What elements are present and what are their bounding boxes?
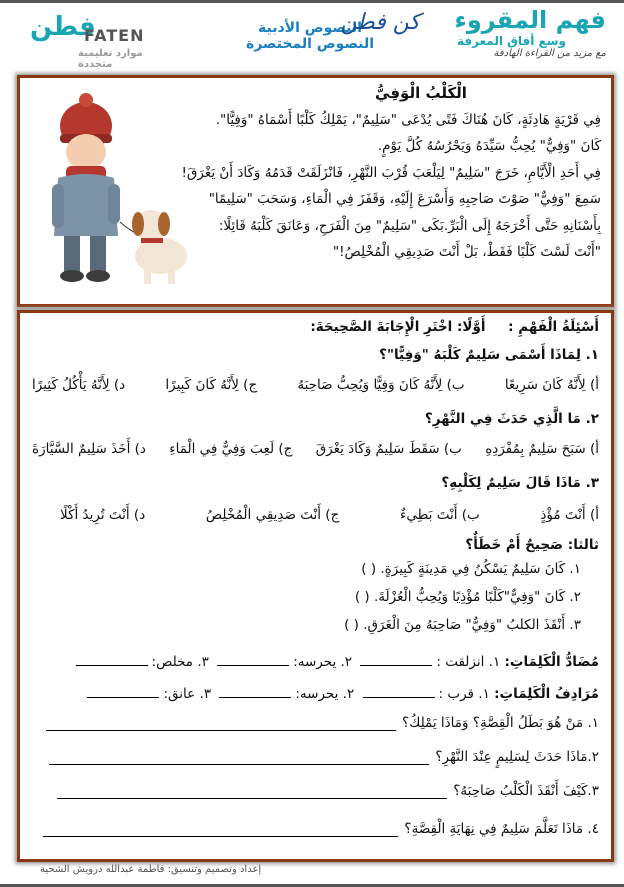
open-question-text: ٣.كَيْفَ أَنْقَذَ الْكَلْبُ صَاحِبَهُ؟ [453, 783, 599, 799]
option-c[interactable]: ج) أَنْتَ صَدِيقِي الْمُخْلِصُ [205, 507, 340, 523]
brand-tagline: مع مزيد من القراءة الهادفة [493, 48, 606, 59]
story-line: بِأَسْنَانِهِ حَتَّى أَخْرَجَهُ إِلَى الْبَرِّ.بَكَى "سَلِيمٌ" مِنَ الْفَرَحِ، وَعَانَقَ كَلْبَهُ قَائِلًا: [218, 217, 601, 234]
open-question-text: ٢.مَاذَا حَدَثَ لِسَلِيمٍ عِنْدَ النَّهْرِ؟ [435, 749, 599, 765]
top-rule [0, 0, 624, 3]
option-c[interactable]: ج) لِأَنَّهُ كَانَ كَبِيرًا [165, 377, 258, 393]
questions-box [17, 310, 614, 862]
synonyms-label: مُرَادِفُ الْكَلِمَاتِ: [494, 686, 599, 702]
answer-blank[interactable] [76, 653, 148, 666]
synonym-word: ٣. عانق: [163, 686, 212, 702]
story-text [181, 80, 601, 266]
option-a[interactable]: أ) أَنْتَ مُؤْذٍ [540, 507, 599, 523]
option-d[interactable]: د) أَخَذَ سَلِيمٌ السَّيَّارَةَ [32, 441, 146, 457]
antonym-word: ١. انزلقت : [436, 654, 501, 670]
option-c[interactable]: ج) لَعِبَ وَفِيٌّ فِي الْمَاءِ [169, 441, 293, 457]
story-box [17, 75, 614, 307]
antonyms-row [32, 653, 599, 670]
antonym-word: ٢. يحرسه: [293, 654, 353, 670]
answer-blank[interactable] [363, 685, 435, 698]
story-line: كَانَ "وَفِيٌّ" يُحِبُّ سَيِّدَهُ وَيَحْرُسُهُ كُلَّ يَوْمٍ. [377, 138, 601, 154]
mcq-options-3 [60, 507, 599, 523]
true-false-item[interactable]: ١. كَانَ سَلِيمٌ يَسْكُنُ فِي مَدِينَةٍ كَبِيرَةٍ. ( ) [361, 561, 581, 577]
story-line: سَمِعَ "وَفِيٌّ" صَوْتَ صَاحِبِهِ وَأَسْرَعَ إِلَيْهِ، وَقَفَزَ فِي الْمَاءِ، وَسَحَبَ "سَلِيمًا" [208, 191, 601, 207]
story-line: فِي أَحَدِ الْأَيَّامِ، خَرَجَ "سَلِيمٌ" لِيَلْعَبَ قُرْبَ النَّهْرِ، فَانْزَلَقَتْ قَدَمُهُ وَكَادَ أَنْ يَغْرَقَ! [181, 164, 601, 181]
logo-latin: FATEN [84, 26, 145, 45]
synonym-word: ٢. يحرسه: [295, 686, 355, 702]
antonym-word: ٣. مخلص: [151, 654, 209, 670]
answer-line[interactable] [43, 822, 398, 837]
option-a[interactable]: أ) سَبَحَ سَلِيمٌ بِمُفْرَدِهِ [485, 441, 599, 457]
brand-line1: النصوص الأدبية [258, 20, 362, 36]
answer-blank[interactable] [360, 653, 432, 666]
credits-footer: إعداد وتصميم وتنسيق: فاطمة عبدالله درويش الشحية [40, 864, 262, 875]
open-question [32, 715, 599, 731]
true-false-item[interactable]: ٢. كَانَ "وَفِيٌّ"كَلْبًا مُؤْذِيًا وَيُحِبُّ الْعُزْلَةَ. ( ) [354, 589, 581, 605]
option-b[interactable]: ب) لِأَنَّهُ كَانَ وَفِيًّا وَيُحِبُّ صَاحِبَهُ [297, 377, 465, 393]
section-heading [32, 319, 599, 335]
brand-kn-faten: كن فطن [340, 10, 420, 35]
option-d[interactable]: د) لِأَنَّهُ يَأْكُلُ كَثِيرًا [32, 377, 126, 393]
mcq-question-1: ١. لِمَاذَا أَسْمَى سَلِيمٌ كَلْبَهُ "وَفِيًّا"؟ [379, 347, 599, 363]
faten-logo [28, 6, 178, 72]
synonyms-row [32, 685, 599, 702]
answer-line[interactable] [49, 750, 429, 765]
logo-subtitle: موارد تعليمية متجددة [78, 48, 143, 70]
option-b[interactable]: ب) سَقَطَ سَلِيمٌ وَكَادَ يَغْرَقَ [315, 441, 462, 457]
section-label: أَسْئِلَةُ الْفَهْمِ : [508, 319, 599, 335]
answer-line[interactable] [46, 716, 396, 731]
mcq-question-2: ٢. مَا الَّذِي حَدَثَ فِي النَّهْرِ؟ [424, 411, 599, 427]
part1-label: أَوَّلًا: اخْتَرِ الْإِجَابَةَ الصَّحِيحَةَ: [310, 319, 486, 335]
brand-fahm-almaqroo [416, 6, 606, 72]
option-b[interactable]: ب) أَنْتَ بَطِيءٌ [399, 507, 480, 523]
story-title: الْكَلْبُ الْوَفِيُّ [375, 84, 467, 102]
brand-literary-texts [200, 6, 420, 72]
story-line: فِي قَرْيَةٍ هَادِئَةٍ، كَانَ هُنَاكَ فَتًى يُدْعَى "سَلِيمٌ"، يَمْلِكُ كَلْبًا أَسْمَاهُ "وَفِيًّا". [215, 111, 601, 128]
mcq-options-2 [32, 441, 599, 457]
open-question-text: ١. مَنْ هُوَ بَطَلُ الْقِصَّةِ؟ وَمَاذَا يَمْلِكُ؟ [402, 715, 599, 731]
option-d[interactable]: د) أَنْتَ تُرِيدُ أَكْلًا [60, 507, 146, 523]
brand-line2: النصوص المختصرة [245, 36, 375, 52]
mcq-options-1 [32, 377, 599, 393]
answer-blank[interactable] [217, 653, 289, 666]
open-question [32, 783, 599, 799]
answer-blank[interactable] [87, 685, 159, 698]
answer-line[interactable] [57, 784, 447, 799]
answer-blank[interactable] [219, 685, 291, 698]
open-question [32, 821, 599, 837]
open-question [32, 749, 599, 765]
true-false-item[interactable]: ٣. أَنْقَذَ الكلبُ "وَفِيٌّ" صَاحِبَهُ مِنَ الْغَرَقِ. ( ) [344, 617, 581, 633]
brand-subtitle: وسع أفاق المعرفة [456, 34, 566, 48]
option-a[interactable]: أ) لِأَنَّهُ كَانَ سَرِيعًا [504, 377, 599, 393]
brand-title: فهم المقروء [454, 6, 606, 34]
antonyms-label: مُضَادُّ الْكَلِمَاتِ: [504, 654, 599, 670]
part3-label: ثالثا: صَحِيحٌ أَمْ خَطَأٌ؟ [465, 537, 599, 553]
mcq-question-3: ٣. مَاذَا قَالَ سَلِيمٌ لِكَلْبِهِ؟ [441, 475, 599, 491]
synonym-word: ١. قرب : [438, 686, 490, 702]
story-line: "أَنْتَ لَسْتَ كَلْبًا فَقَطْ، بَلْ أَنْتَ صَدِيقِي الْمُخْلِصُ!" [332, 244, 601, 260]
open-question-text: ٤. مَاذَا تَعَلَّمَ سَلِيمٌ فِي نِهَايَةِ الْقِصَّةِ؟ [404, 821, 599, 837]
logo-arabic: فطن [30, 12, 96, 42]
boy-and-dog-illustration [26, 86, 196, 296]
